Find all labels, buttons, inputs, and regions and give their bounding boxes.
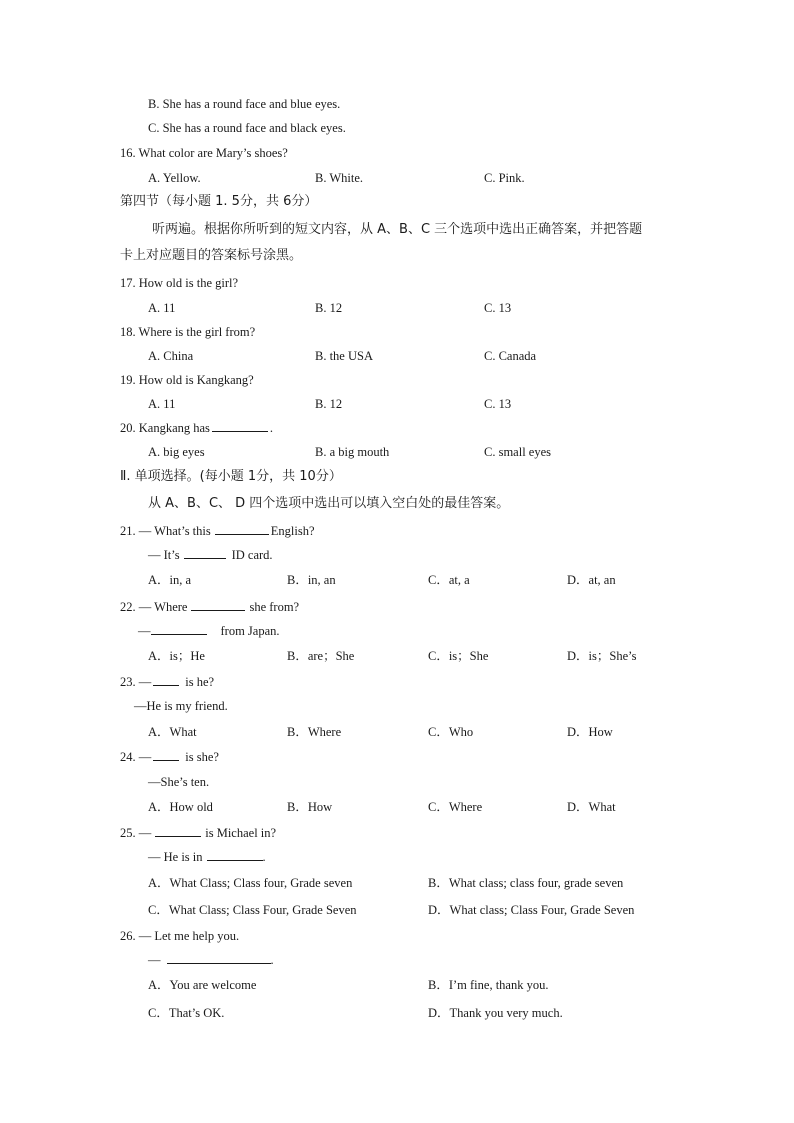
q22-line1-text: 22. — Where: [120, 600, 188, 614]
q26-option-d: D．Thank you very much.: [428, 1006, 563, 1020]
q18-option-b: B. the USA: [315, 349, 373, 363]
q25-blank-2[interactable]: [207, 849, 263, 861]
part2-instruction: 从 A、B、C、 D 四个选项中选出可以填入空白处的最佳答案。: [148, 496, 510, 511]
q21-option-c: C．at, a: [428, 573, 470, 587]
q25-option-a: A．What Class; Class four, Grade seven: [148, 876, 353, 890]
q21-blank-2[interactable]: [184, 547, 226, 559]
q21-blank-1[interactable]: [215, 523, 269, 535]
q21-line2: [148, 547, 273, 563]
q24-line1: [120, 749, 219, 765]
q16-option-c: C. Pink.: [484, 171, 525, 185]
q20-blank[interactable]: [212, 420, 268, 432]
q21-line1-text: 21. — What’s this: [120, 524, 211, 538]
q24-option-a: A．How old: [148, 800, 213, 814]
q22-line2-text: —: [138, 624, 151, 638]
q26-line1: 26. — Let me help you.: [120, 929, 240, 943]
q19-option-b: B. 12: [315, 397, 343, 411]
q23-line1: [120, 674, 214, 690]
q22-option-d: D．is；She’s: [567, 649, 637, 663]
q25-line1-end: is Michael in?: [205, 826, 277, 840]
q21-option-b: B．in, an: [287, 573, 336, 587]
q26-option-a: A．You are welcome: [148, 978, 257, 992]
q21-option-a: A．in, a: [148, 573, 192, 587]
q25-line2: [148, 849, 266, 865]
q25-line2-text: — He is in: [148, 850, 203, 864]
q26-line2: [148, 952, 274, 968]
q25-option-b: B．What class; class four, grade seven: [428, 876, 624, 890]
q22-option-a: A．is；He: [148, 649, 205, 663]
q23-line1-end: is he?: [185, 675, 215, 689]
q25-line2-end: .: [262, 850, 266, 864]
q25-option-d: D．What class; Class Four, Grade Seven: [428, 903, 635, 917]
q23-option-b: B．Where: [287, 725, 342, 739]
q24-line1-end: is she?: [185, 750, 219, 764]
q22-blank-1[interactable]: [191, 599, 245, 611]
q23-line2: —He is my friend.: [134, 699, 228, 713]
q20-option-a: A. big eyes: [148, 445, 205, 459]
q22-blank-2[interactable]: [151, 623, 207, 635]
q26-option-c: C．That’s OK.: [148, 1006, 225, 1020]
q23-blank[interactable]: [153, 674, 179, 686]
section4-instruction-line1: 听两遍。根据你所听到的短文内容，从 A、B、C 三个选项中选出正确答案，并把答题: [152, 222, 643, 237]
q25-line1-text: 25. —: [120, 826, 152, 840]
q19-stem: 19. How old is Kangkang?: [120, 373, 254, 387]
q20-stem-end: .: [269, 421, 274, 435]
q22-line2: [138, 623, 280, 639]
q15-option-c: C. She has a round face and black eyes.: [148, 121, 346, 135]
q15-option-b: B. She has a round face and blue eyes.: [148, 97, 341, 111]
q26-line2-end: .: [270, 953, 274, 967]
q24-option-d: D．What: [567, 800, 616, 814]
q16-stem: 16. What color are Mary’s shoes?: [120, 146, 288, 160]
q21-option-d: D．at, an: [567, 573, 616, 587]
q16-option-a: A. Yellow.: [148, 171, 201, 185]
q21-line1: [120, 523, 315, 539]
q21-line1-end: English?: [270, 524, 315, 538]
q22-line1-end: she from?: [249, 600, 300, 614]
q26-option-b: B．I’m fine, thank you.: [428, 978, 549, 992]
q22-line1: [120, 599, 299, 615]
q18-option-c: C. Canada: [484, 349, 537, 363]
section4-instruction-line2: 卡上对应题目的答案标号涂黑。: [120, 248, 303, 263]
q25-blank-1[interactable]: [155, 825, 201, 837]
q21-line2-text: — It’s: [148, 548, 180, 562]
part2-title: Ⅱ. 单项选择。(每小题 1分，共 10分）: [120, 469, 342, 484]
q24-option-b: B．How: [287, 800, 333, 814]
q19-option-c: C. 13: [484, 397, 512, 411]
q24-blank[interactable]: [153, 749, 179, 761]
q22-option-b: B．are；She: [287, 649, 355, 663]
q26-blank[interactable]: [167, 952, 271, 964]
q17-stem: 17. How old is the girl?: [120, 276, 239, 290]
q25-line1: [120, 825, 276, 841]
q24-option-c: C．Where: [428, 800, 483, 814]
q18-stem: 18. Where is the girl from?: [120, 325, 256, 339]
q22-option-c: C．is；She: [428, 649, 489, 663]
q20-option-c: C. small eyes: [484, 445, 552, 459]
q24-line2: —She’s ten.: [148, 775, 210, 789]
q22-line2-end: from Japan.: [220, 624, 280, 638]
q19-option-a: A. 11: [148, 397, 176, 411]
q16-option-b: B. White.: [315, 171, 364, 185]
q25-option-c: C．What Class; Class Four, Grade Seven: [148, 903, 357, 917]
section4-title: 第四节（每小题 1. 5分，共 6分）: [120, 194, 318, 209]
q17-option-b: B. 12: [315, 301, 343, 315]
q23-line1-text: 23. —: [120, 675, 152, 689]
q24-line1-text: 24. —: [120, 750, 152, 764]
q18-option-a: A. China: [148, 349, 194, 363]
q23-option-d: D．How: [567, 725, 613, 739]
q21-line2-end: ID card.: [231, 548, 273, 562]
q17-option-a: A. 11: [148, 301, 176, 315]
q23-option-a: A．What: [148, 725, 197, 739]
q20-stem-text: 20. Kangkang has: [120, 421, 210, 435]
q26-line2-text: —: [148, 953, 161, 967]
q17-option-c: C. 13: [484, 301, 512, 315]
q20-stem: [120, 420, 273, 436]
q20-option-b: B. a big mouth: [315, 445, 390, 459]
q23-option-c: C．Who: [428, 725, 474, 739]
